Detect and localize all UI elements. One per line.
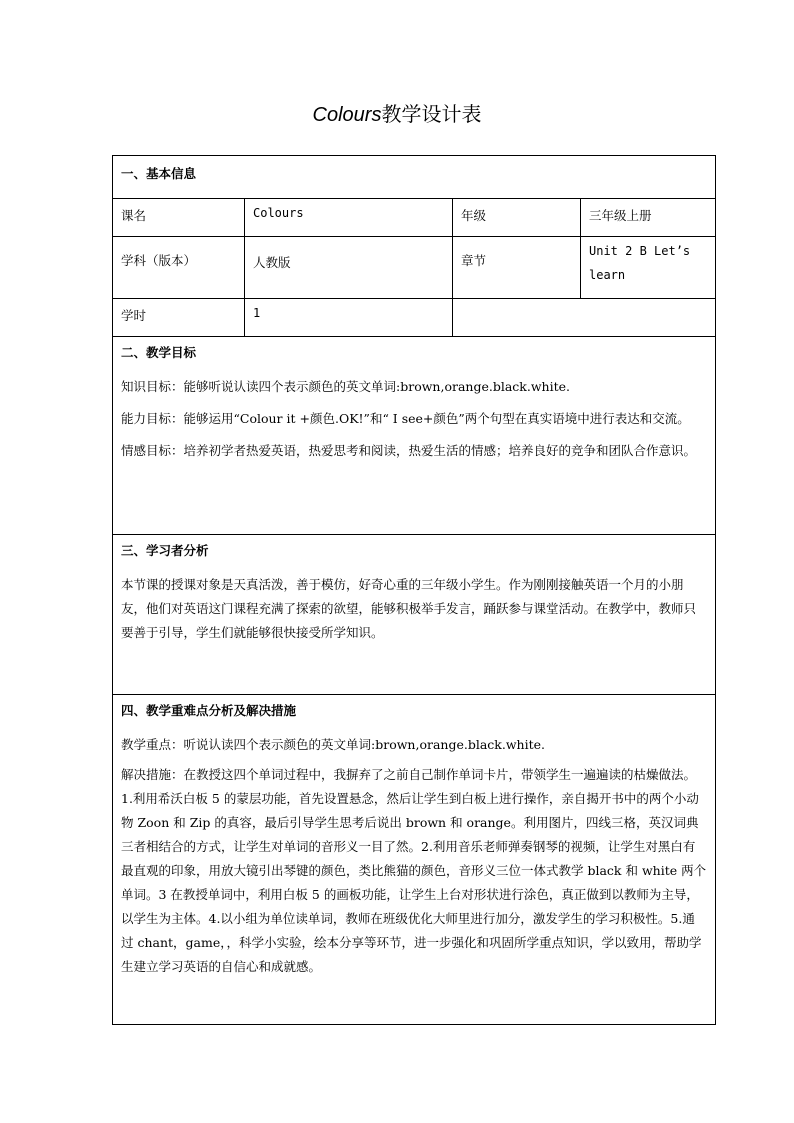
title-english: Colours — [312, 104, 382, 126]
design-table — [112, 155, 716, 1025]
hours-value: 1 — [245, 299, 453, 337]
section-objectives-heading: 二、教学目标 — [121, 345, 197, 360]
section-key-points — [113, 695, 716, 1025]
subject-value: 人教版 — [245, 237, 453, 299]
title-chinese: 教学设计表 — [381, 102, 482, 126]
grade-label: 年级 — [453, 199, 581, 237]
course-value: Colours — [245, 199, 453, 237]
page-title — [0, 100, 794, 129]
section-key-points-heading: 四、教学重难点分析及解决措施 — [121, 703, 297, 718]
section-basic-info-heading: 一、基本信息 — [113, 156, 716, 199]
learner-analysis-text: 本节课的授课对象是天真活泼，善于模仿，好奇心重的三年级小学生。作为刚刚接触英语一个月的小朋友，他们对英语这门课程充满了探索的欲望，能够积极举手发言，踊跃参与课堂活动。在教学中，教师只要善于引导，学生们就能够很快接受所学知识。 — [121, 577, 697, 640]
chapter-label: 章节 — [453, 237, 581, 299]
emotion-objective: 情感目标：培养初学者热爱英语，热爱思考和阅读，热爱生活的情感；培养良好的竞争和团队合作意识。 — [121, 443, 697, 458]
hours-label: 学时 — [113, 299, 245, 337]
hours-empty-cell — [453, 299, 716, 337]
grade-value: 三年级上册 — [581, 199, 716, 237]
course-label: 课名 — [113, 199, 245, 237]
knowledge-objective: 知识目标：能够听说认读四个表示颜色的英文单词:brown,orange.black.white. — [121, 379, 570, 394]
section-objectives — [113, 337, 716, 535]
ability-objective: 能力目标：能够运用“Colour it +颜色.OK!”和“ I see+颜色”两个句型在真实语境中进行表达和交流。 — [121, 411, 690, 426]
solution-measures: 解决措施：在教授这四个单词过程中，我摒弃了之前自己制作单词卡片，带领学生一遍遍读的枯燥做法。1.利用希沃白板 5 的蒙层功能，首先设置悬念，然后让学生到白板上进行操作，亲自揭开书中的两个小动物 Zoon 和 Zip 的真容，最后引导学生思考后说出 brown 和 orange。利用图片，四线三格，英汉词典三者相结合的方式，让学生对单词的音形义一目了然。2.利用音乐老师弹奏钢琴的视频，让学生对黑白有最直观的印象，用放大镜引出琴键的颜色，类比熊猫的颜色，音形义三位一体式教学 black 和 white 两个单词。3 在教授单词中，利用白板 5 的画板功能，让学生上台对形状进行涂色，真正做到以教师为主导，以学生为主体。4.以小组为单位读单词，教师在班级优化大师里进行加分，激发学生的学习积极性。5.通过 chant，game，，科学小实验，绘本分享等环节，进一步强化和巩固所学重点知识，学以致用，帮助学生建立学习英语的自信心和成就感。 — [121, 767, 707, 974]
chapter-value: Unit 2 B Let’s learn — [581, 237, 716, 299]
subject-label: 学科（版本） — [113, 237, 245, 299]
section-learner-heading: 三、学习者分析 — [121, 543, 209, 558]
section-learner-analysis — [113, 535, 716, 695]
teaching-focus: 教学重点：听说认读四个表示颜色的英文单词:brown,orange.black.white. — [121, 737, 545, 752]
